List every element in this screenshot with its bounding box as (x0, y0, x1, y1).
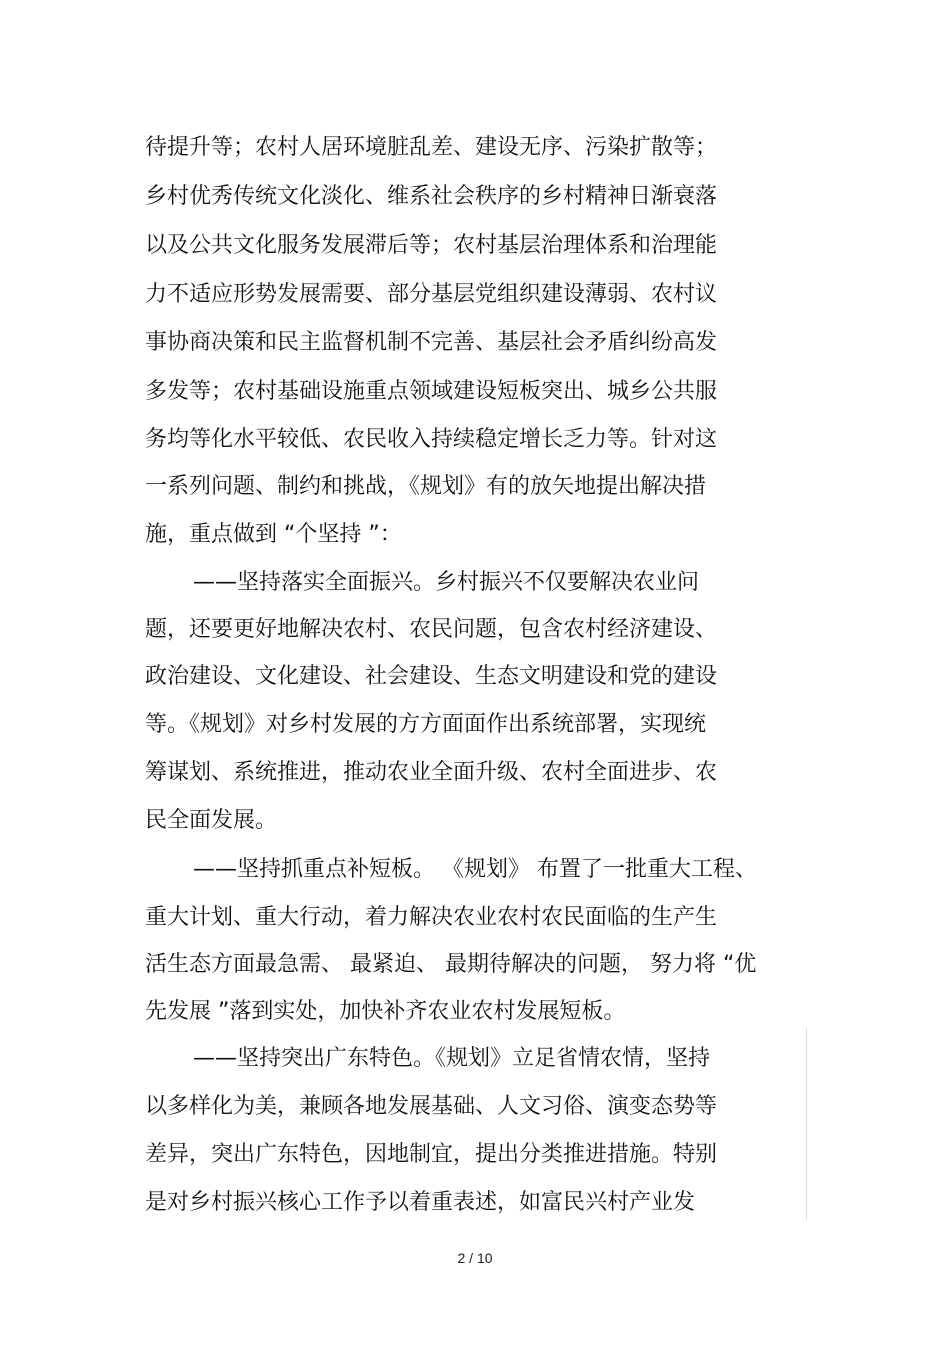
text-line: 重大计划、重大行动，着力解决农业农村农民面临的生产生 (145, 905, 718, 930)
text-line: 多发等；农村基础设施重点领域建设短板突出、城乡公共服 (145, 379, 718, 404)
text-line: ——坚持突出广东特色。《规划》立足省情农情，坚持 (193, 1046, 711, 1071)
text-line: 以及公共文化服务发展滞后等；农村基层治理体系和治理能 (145, 233, 718, 258)
text-line: 乡村优秀传统文化淡化、维系社会秩序的乡村精神日渐衰落 (145, 184, 718, 209)
text-line: 活生态方面最急需、 最紧迫、 最期待解决的问题， 努力将 “优 (145, 952, 757, 977)
text-line: 事协商决策和民主监督机制不完善、基层社会矛盾纠纷高发 (145, 330, 718, 355)
text-line: 民全面发展。 (145, 808, 278, 833)
text-line: 筹谋划、系统推进，推动农业全面升级、农村全面进步、农 (145, 760, 718, 785)
text-line: 政治建设、文化建设、社会建设、生态文明建设和党的建设 (145, 664, 718, 689)
text-line: 一系列问题、制约和挑战，《规划》有的放矢地提出解决措 (145, 474, 707, 499)
text-line: 先发展 ”落到实处，加快补齐农业农村发展短板。 (145, 999, 626, 1024)
text-line: 务均等化水平较低、农民收入持续稳定增长乏力等。针对这 (145, 427, 718, 452)
text-line: 以多样化为美，兼顾各地发展基础、人文习俗、演变态势等 (145, 1094, 718, 1119)
right-edge-rule (806, 1028, 807, 1220)
text-line: 等。《规划》对乡村发展的方方面面作出系统部署，实现统 (145, 712, 707, 737)
text-line: ——坚持抓重点补短板。 《规划》 布置了一批重大工程、 (193, 857, 757, 882)
page-indicator: 2 / 10 (457, 1250, 493, 1266)
text-line: 待提升等；农村人居环境脏乱差、建设无序、污染扩散等； (145, 135, 718, 160)
text-line: 力不适应形势发展需要、部分基层党组织建设薄弱、农村议 (145, 282, 718, 307)
text-line: 差异，突出广东特色，因地制宜，提出分类推进措施。特别 (145, 1142, 718, 1167)
text-line: ——坚持落实全面振兴。乡村振兴不仅要解决农业问 (193, 570, 700, 595)
text-line: 施，重点做到 “个坚持 ”： (145, 522, 402, 547)
text-line: 是对乡村振兴核心工作予以着重表述，如富民兴村产业发 (145, 1190, 696, 1215)
text-line: 题，还要更好地解决农村、农民问题，包含农村经济建设、 (145, 617, 718, 642)
